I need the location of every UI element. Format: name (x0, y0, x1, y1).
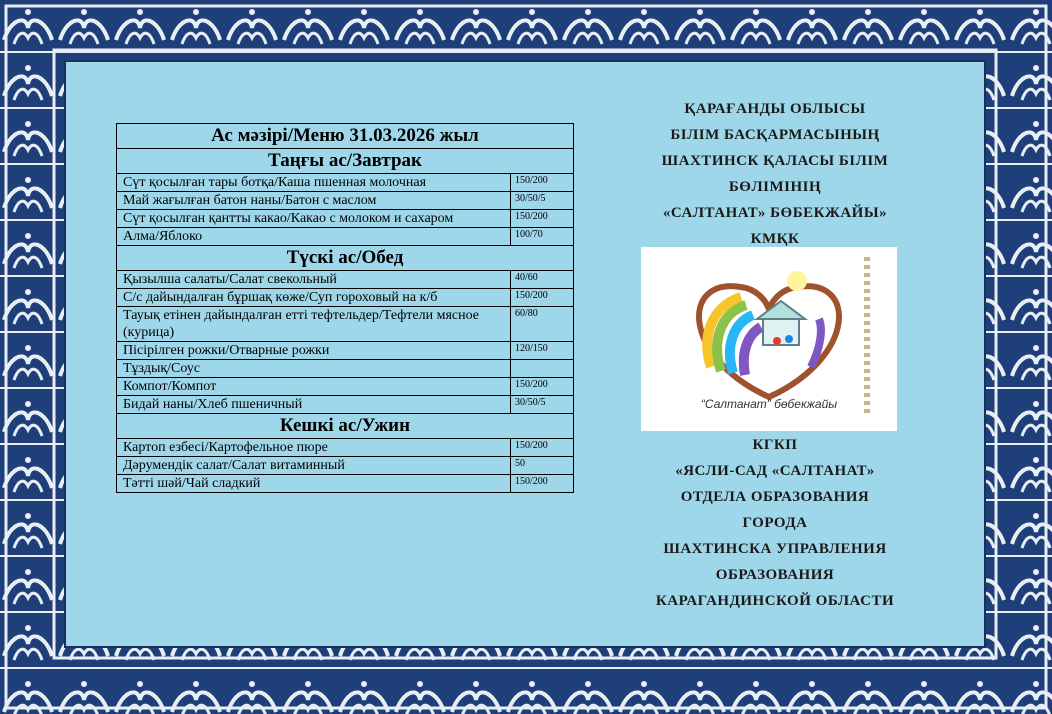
portion-size: 150/200 (511, 210, 574, 228)
logo-caption: “Салтанат” бөбекжайы (700, 397, 838, 411)
header-russian (620, 432, 930, 614)
dish-name: Картоп езбесі/Картофельное пюре (117, 439, 511, 457)
header-line: ШАХТИНСКА УПРАВЛЕНИЯ (663, 541, 887, 557)
menu-section-row (117, 149, 574, 174)
portion-size: 30/50/5 (511, 192, 574, 210)
menu-section-heading: Түскі ас/Обед (117, 246, 574, 271)
portion-size: 60/80 (511, 307, 574, 342)
portion-size: 150/200 (511, 174, 574, 192)
menu-item-row (117, 378, 574, 396)
header-line: КАРАГАНДИНСКОЙ ОБЛАСТИ (655, 593, 895, 609)
menu-item-row (117, 174, 574, 192)
menu-item-row (117, 475, 574, 493)
menu-section-heading: Кешкі ас/Ужин (117, 414, 574, 439)
header-line: «САЛТАНАТ» БӨБЕКЖАЙЫ» (662, 205, 888, 221)
header-line: БӨЛІМІНІҢ (728, 179, 822, 195)
menu-item-row (117, 457, 574, 475)
dish-name: Сүт қосылған тары ботқа/Каша пшенная молочная (117, 174, 511, 192)
menu-item-row (117, 289, 574, 307)
header-line: ОТДЕЛА ОБРАЗОВАНИЯ (680, 489, 870, 505)
dish-name: Май жағылған батон наны/Батон с маслом (117, 192, 511, 210)
dish-name: Қызылша салаты/Салат свекольный (117, 271, 511, 289)
portion-size: 40/60 (511, 271, 574, 289)
dish-name: Тауық етінен дайындалған етті тефтельдер/Тефтели мясное (курица) (117, 307, 511, 342)
menu-section-row (117, 414, 574, 439)
header-line: КГКП (752, 437, 798, 453)
header-line: ОБРАЗОВАНИЯ (715, 567, 835, 583)
portion-size: 30/50/5 (511, 396, 574, 414)
portion-size: 50 (511, 457, 574, 475)
portion-size: 120/150 (511, 342, 574, 360)
menu-title-row (117, 124, 574, 149)
portion-size: 150/200 (511, 439, 574, 457)
menu-item-row (117, 439, 574, 457)
menu-item-row (117, 192, 574, 210)
dish-name: С/с дайындалған бұршақ көже/Суп гороховый на к/б (117, 289, 511, 307)
menu-section-row (117, 246, 574, 271)
header-line: «ЯСЛИ-САД «САЛТАНАТ» (675, 463, 875, 479)
menu-table (116, 123, 574, 493)
menu-item-row (117, 360, 574, 378)
header-line: ШАХТИНСК ҚАЛАСЫ БІЛІМ (661, 153, 889, 169)
menu-item-row (117, 307, 574, 342)
header-line: БІЛІМ БАСҚАРМАСЫНЫҢ (670, 127, 880, 143)
portion-size: 150/200 (511, 289, 574, 307)
dish-name: Тұздық/Соус (117, 360, 511, 378)
portion-size: 150/200 (511, 475, 574, 493)
header-line: КМҚК (750, 231, 800, 247)
dish-name: Бидай наны/Хлеб пшеничный (117, 396, 511, 414)
menu-section-heading: Таңғы ас/Завтрак (117, 149, 574, 174)
dish-name: Тәтті шәй/Чай сладкий (117, 475, 511, 493)
menu-item-row (117, 228, 574, 246)
menu-item-row (117, 210, 574, 228)
kindergarten-logo (641, 247, 897, 431)
menu-item-row (117, 396, 574, 414)
header-kazakh (620, 96, 930, 252)
dish-name: Сүт қосылған қантты какао/Какао с молоком и сахаром (117, 210, 511, 228)
dish-name: Алма/Яблоко (117, 228, 511, 246)
dish-name: Пісірілген рожки/Отварные рожки (117, 342, 511, 360)
menu-title: Ас мәзірі/Меню 31.03.2026 жыл (117, 124, 574, 149)
portion-size: 100/70 (511, 228, 574, 246)
dish-name: Компот/Компот (117, 378, 511, 396)
portion-size: 150/200 (511, 378, 574, 396)
menu-item-row (117, 271, 574, 289)
portion-size (511, 360, 574, 378)
header-line: ҚАРАҒАНДЫ ОБЛЫСЫ (684, 101, 866, 117)
dish-name: Дәрумендік салат/Салат витаминный (117, 457, 511, 475)
menu-item-row (117, 342, 574, 360)
header-line: ГОРОДА (742, 515, 808, 531)
